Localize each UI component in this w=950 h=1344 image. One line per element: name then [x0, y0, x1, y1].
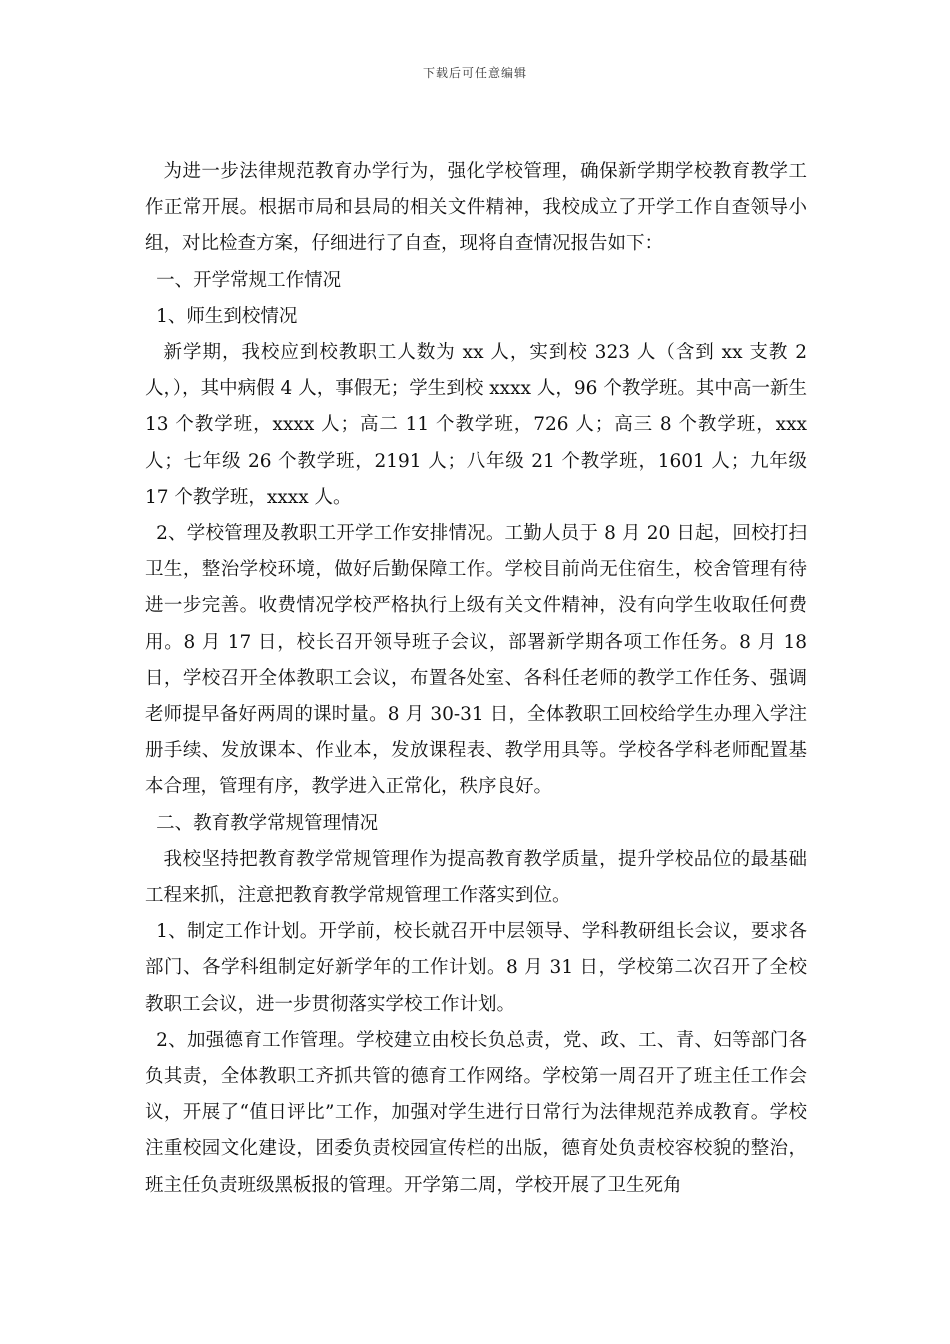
work-plan-paragraph: 1、制定工作计划。开学前，校长就召开中层领导、学科教研组长会议，要求各部门、各学科组制定好新学年的工作计划。8 月 31 日，学校第二次召开了全校教职工会议，进一步贯彻落实学校工作计划。 [145, 921, 807, 1015]
staff-attendance-paragraph: 新学期，我校应到校教职工人数为 xx 人，实到校 323 人（含到 xx 支教 2 人，），其中病假 4 人，事假无；学生到校 xxxx 人，96 个教学班。其中高一新生 13 个教学班，xxxx 人；高二 11 个教学班，726 人；高三 8 个教学班，xxx 人；七年级 26 个教学班，2191 人；八年级 21 个教学班，1601 人；九年级 17 个教学班，xxxx 人。 [145, 342, 807, 508]
routine-management-paragraph: 我校坚持把教育教学常规管理作为提高教育教学质量，提升学校品位的最基础工程来抓，注意把教育教学常规管理工作落实到位。 [145, 848, 807, 907]
moral-education-paragraph: 2、加强德育工作管理。学校建立由校长负总责，党、政、工、青、妇等部门各负其责，全体教职工齐抓共管的德育工作网络。学校第一周召开了班主任工作会议，开展了“值日评比”工作，加强对学生进行日常行为法律规范养成教育。学校注重校园文化建设，团委负责校园宣传栏的出版，德育处负责校容校貌的整治，班主任负责班级黑板报的管理。开学第二周，学校开展了卫生死角 [145, 1029, 807, 1196]
section-heading-1: 一、开学常规工作情况 [156, 269, 342, 291]
intro-paragraph: 为进一步法律规范教育办学行为，强化学校管理，确保新学期学校教育教学工作正常开展。根据市局和县局的相关文件精神，我校成立了开学工作自查领导小组，对比检查方案，仔细进行了自查，现将自查情况报告如下： [145, 161, 807, 255]
page-header: 下载后可任意编辑 [422, 66, 527, 80]
management-paragraph: 2、学校管理及教职工开学工作安排情况。工勤人员于 8 月 20 日起，回校打扫卫生，整治学校环境，做好后勤保障工作。学校目前尚无住宿生，校舍管理有待进一步完善。收费情况学校严格执行上级有关文件精神，没有向学生收取任何费用。8 月 17 日，校长召开领导班子会议，部署新学期各项工作任务。8 月 18 日，学校召开全体教职工会议，布置各处室、各科任老师的教学工作任务、强调老师提早备好两周的课时量。8 月 30-31 日，全体教职工回校给学生办理入学注册手续、发放课本、作业本，发放课程表、教学用具等。学校各学科老师配置基本合理，管理有序，教学进入正常化，秩序良好。 [145, 523, 807, 798]
subsection-heading-1: 1、师生到校情况 [156, 305, 298, 327]
section-heading-2: 二、教育教学常规管理情况 [156, 812, 379, 834]
document-body [145, 154, 807, 1204]
